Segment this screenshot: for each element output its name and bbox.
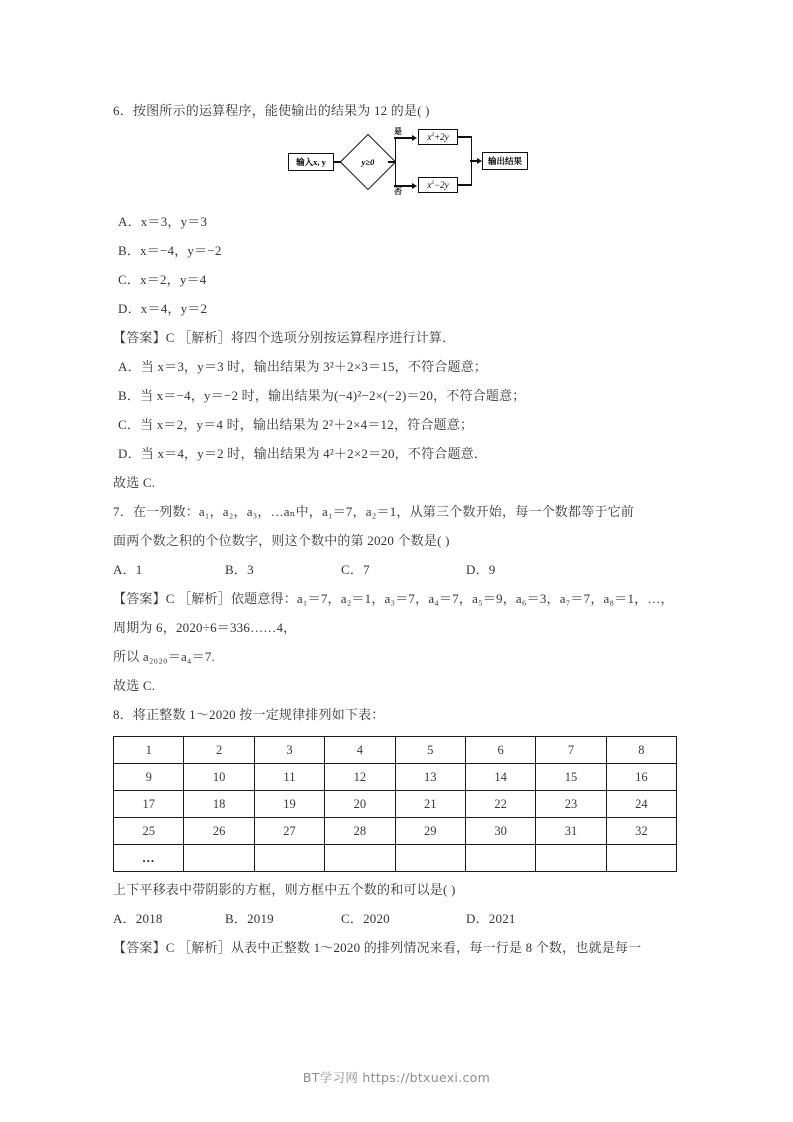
flow-arrowhead: [412, 183, 417, 189]
table-cell: 3: [254, 737, 324, 764]
flowchart-figure: [113, 129, 679, 201]
q6-option-d: D．x＝4，y＝2: [118, 301, 208, 316]
table-cell: 28: [325, 818, 395, 845]
table-cell: 11: [254, 764, 324, 791]
table-cell: 12: [325, 764, 395, 791]
question-7-stem-line1: 7．在一列数：a₁，a₂，a₃，…aₙ中，a₁＝7，a₂＝1，从第三个数开始，每一个数都等于它前: [113, 504, 635, 519]
table-row: [114, 845, 677, 872]
flowchart-output-label: 输出结果: [487, 156, 522, 166]
table-cell: 27: [254, 818, 324, 845]
flowchart-no-expression-box: [418, 177, 458, 193]
table-cell: 25: [114, 818, 184, 845]
flowchart-yes-expression-box: [418, 129, 458, 145]
table-cell: 23: [536, 791, 606, 818]
flowchart-input-label: 输入x, y: [296, 157, 326, 167]
table-cell-ellipsis: …: [114, 845, 184, 872]
table-cell: 31: [536, 818, 606, 845]
table-cell: 19: [254, 791, 324, 818]
table-cell: 24: [606, 791, 676, 818]
q8-option-d: D．2021: [466, 911, 516, 926]
question-8-stem: 8．将正整数 1～2020 按一定规律排列如下表：: [113, 707, 385, 722]
table-row: [114, 818, 677, 845]
q7-conclusion: 故选 C.: [113, 678, 156, 693]
document-content: [113, 96, 679, 962]
table-cell: 13: [395, 764, 465, 791]
table-cell: [254, 845, 324, 872]
q6-option-b: B．x＝−4，y＝−2: [118, 243, 222, 258]
flow-connector: [394, 137, 414, 139]
flow-arrowhead: [412, 135, 417, 141]
flowchart-output-box: [482, 152, 528, 170]
table-cell: 29: [395, 818, 465, 845]
q8-option-a: A．2018: [113, 911, 163, 926]
q8-option-b: B．2019: [225, 911, 274, 926]
table-row: [114, 764, 677, 791]
table-cell: 21: [395, 791, 465, 818]
q7-solution-1: 周期为 6，2020÷6＝336……4，: [113, 620, 297, 635]
q7-answer-line: 【答案】C ［解析］依题意得：a₁＝7，a₂＝1，a₃＝7，a₄＝7，a₅＝9，a₆＝3，a₇＝7，a₈＝1，…，: [113, 591, 674, 606]
table-row: [114, 737, 677, 764]
table-body: [114, 737, 677, 872]
flowchart-no-expression: $x^2-2y$: [427, 180, 449, 190]
table-cell: [606, 845, 676, 872]
q8-option-c: C．2020: [341, 911, 390, 926]
q7-option-d: D．9: [466, 562, 496, 577]
table-cell: 22: [465, 791, 535, 818]
q6-answer-line: 【答案】C ［解析］将四个选项分别按运算程序进行计算．: [113, 330, 456, 345]
flow-connector: [395, 137, 397, 162]
table-cell: 2: [184, 737, 254, 764]
question-7-stem-line2: 面两个数之积的个位数字，则这个数中的第 2020 个数是( ): [113, 533, 450, 548]
table-cell: [325, 845, 395, 872]
table-cell: 16: [606, 764, 676, 791]
q8-after-table-text: 上下平移表中带阴影的方框，则方框中五个数的和可以是( ): [113, 882, 456, 897]
q8-options-row: [113, 904, 679, 933]
flow-connector: [395, 161, 397, 186]
table-cell: [465, 845, 535, 872]
table-cell: 7: [536, 737, 606, 764]
table-cell: 6: [465, 737, 535, 764]
flowchart-yes-expression: $x^2+2y$: [427, 132, 449, 142]
q6-solution-a: A．当 x＝3，y＝3 时，输出结果为 3²＋2×3＝15，不符合题意；: [118, 359, 488, 374]
table-cell: 10: [184, 764, 254, 791]
q6-option-a: A．x＝3，y＝3: [118, 214, 208, 229]
q7-options-row: [113, 555, 679, 584]
table-cell: 20: [325, 791, 395, 818]
q6-option-c: C．x＝2，y＝4: [118, 272, 207, 287]
table-cell: 30: [465, 818, 535, 845]
q8-answer-line: 【答案】C ［解析］从表中正整数 1～2020 的排列情况来看，每一行是 8 个数，也就是每一: [113, 940, 642, 955]
q6-solution-b: B．当 x＝−4，y＝−2 时，输出结果为(−4)²−2×(−2)＝20，不符合题意；: [118, 388, 526, 403]
flowchart-condition-label: y≥0: [361, 157, 375, 167]
table-cell: 5: [395, 737, 465, 764]
q7-option-a: A．1: [113, 562, 143, 577]
q7-option-c: C．7: [341, 562, 370, 577]
table-cell: 1: [114, 737, 184, 764]
table-cell: 26: [184, 818, 254, 845]
table-cell: 4: [325, 737, 395, 764]
q6-solution-d: D．当 x＝4，y＝2 时，输出结果为 4²＋2×2＝20，不符合题意．: [118, 446, 488, 461]
q7-option-b: B．3: [225, 562, 254, 577]
page-footer-watermark: BT学习网 https://btxuexi.com: [302, 1070, 491, 1085]
table-cell: 18: [184, 791, 254, 818]
q6-solution-c: C．当 x＝2，y＝4 时，输出结果为 2²＋2×4＝12，符合题意；: [118, 417, 474, 432]
table-cell: 8: [606, 737, 676, 764]
table-row: [114, 791, 677, 818]
table-cell: 17: [114, 791, 184, 818]
flowchart: [288, 127, 522, 197]
flowchart-no-label: 否: [394, 187, 402, 196]
table-cell: [536, 845, 606, 872]
table-cell: 15: [536, 764, 606, 791]
table-cell: [395, 845, 465, 872]
table-cell: 32: [606, 818, 676, 845]
table-cell: 9: [114, 764, 184, 791]
flowchart-yes-label: 是: [394, 127, 402, 136]
table-cell: 14: [465, 764, 535, 791]
table-cell: [184, 845, 254, 872]
question-6-stem: 6．按图所示的运算程序，能使输出的结果为 12 的是( ): [113, 103, 430, 118]
q6-conclusion: 故选 C.: [113, 475, 156, 490]
q7-solution-2: 所以 a₂₀₂₀＝a₄＝7.: [113, 649, 216, 664]
flowchart-input-box: [288, 153, 334, 171]
number-arrangement-table: [113, 736, 677, 872]
